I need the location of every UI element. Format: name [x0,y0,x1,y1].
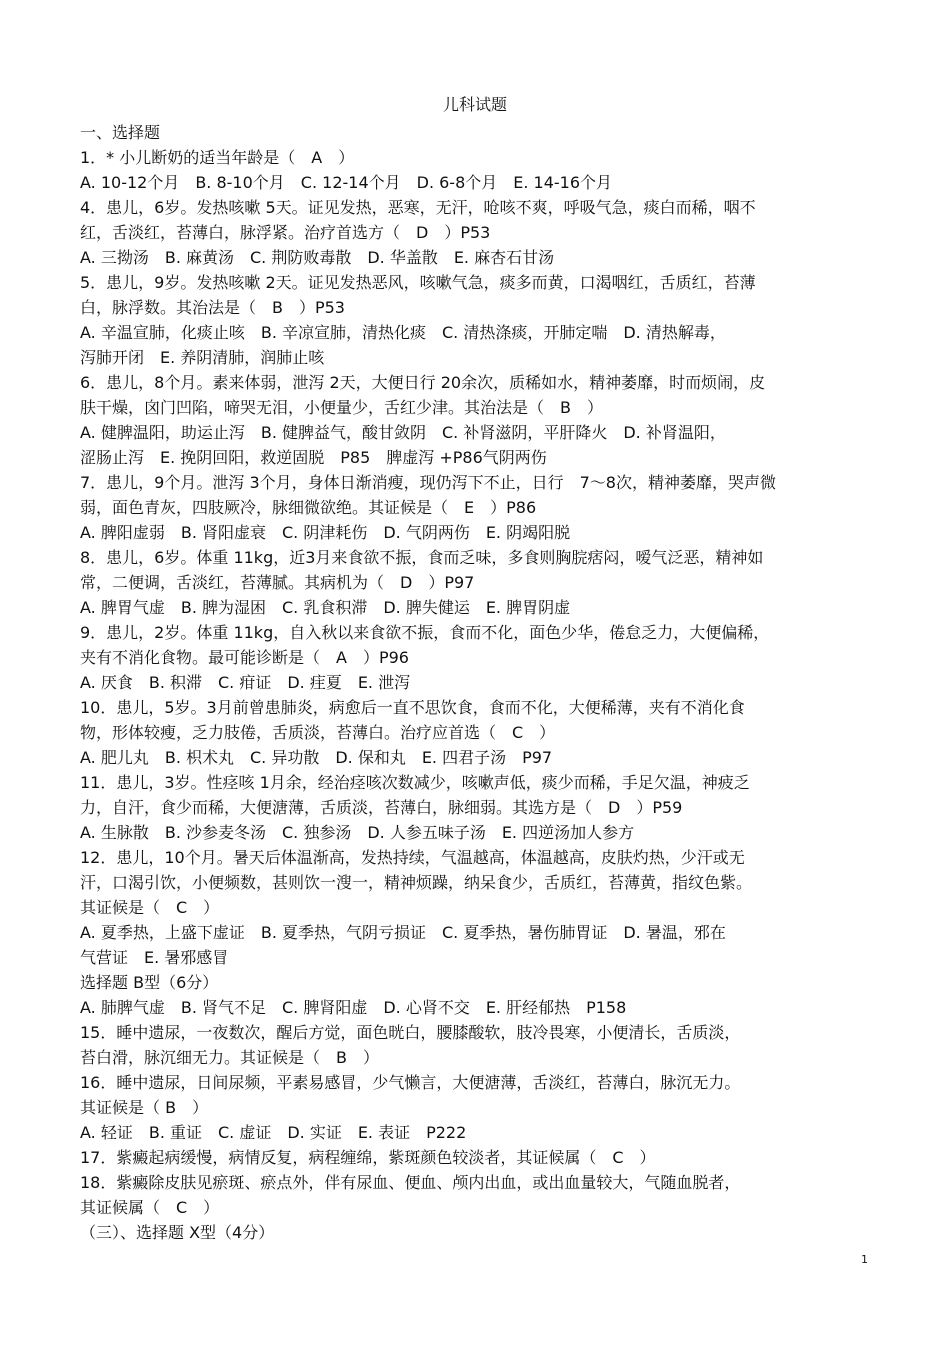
text-line: 泻肺开闭 E. 养阴清肺，润肺止咳 [80,348,325,367]
text-line: 其证候是（ B ） [80,1098,209,1117]
text-line: A. 三拗汤 B. 麻黄汤 C. 荆防败毒散 D. 华盖散 E. 麻杏石甘汤 [80,248,555,267]
text-line: A. 肥儿丸 B. 枳术丸 C. 异功散 D. 保和丸 E. 四君子汤 P97 [80,748,553,767]
text-line: 11．患儿，3岁。性痉咳 1月余，经治痉咳次数减少，咳嗽声低，痰少而稀，手足欠温，神疲乏 [80,773,750,792]
text-line: 6．患儿，8个月。素来体弱，泄泻 2天，大便日行 20余次，质稀如水，精神萎靡，时而烦闹，皮 [80,373,766,392]
page-title: 儿科试题 [442,95,507,114]
text-line: 一、选择题 [80,123,161,142]
text-line: A. 10-12个月 B. 8-10个月 C. 12-14个月 D. 6-8个月 E. 14-16个月 [80,173,613,192]
text-line: 其证候是（ C ） [80,898,220,917]
text-line: 红，舌淡红，苔薄白，脉浮紧。治疗首选方（ D ）P53 [80,223,491,242]
text-line: 物，形体较瘦，乏力肢倦，舌质淡，苔薄白。治疗应首选（ C ） [80,723,556,742]
text-line: A. 脾胃气虚 B. 脾为湿困 C. 乳食积滞 D. 脾失健运 E. 脾胃阴虚 [80,598,571,617]
text-line: 7．患儿，9个月。泄泻 3个月，身体日渐消瘦，现仍泻下不止，日行 7～8次，精神萎靡，哭声微 [80,473,776,492]
text-line: 9．患儿，2岁。体重 11kg，自入秋以来食欲不振，食而不化，面色少华，倦怠乏力，大便偏稀， [80,623,770,642]
text-line: （三）、选择题 X型（4分） [80,1223,275,1242]
text-line: A. 肺脾气虚 B. 肾气不足 C. 脾肾阳虚 D. 心肾不交 E. 肝经郁热 P158 [80,998,627,1017]
text-line: 10．患儿，5岁。3月前曾患肺炎，病愈后一直不思饮食，食而不化，大便稀薄，夹有不消化食 [80,698,745,717]
page-number: 1 [861,1253,868,1266]
text-line: A. 辛温宣肺，化痰止咳 B. 辛凉宣肺，清热化痰 C. 清热涤痰，开肺定喘 D. 清热解毒， [80,323,726,342]
text-line: 18．紫癜除皮肤见瘀斑、瘀点外，伴有尿血、便血、颅内出血，或出血量较大，气随血脱者， [80,1173,741,1192]
text-line: A. 脾阳虚弱 B. 肾阳虚衰 C. 阴津耗伤 D. 气阴两伤 E. 阴竭阳脱 [80,523,571,542]
text-line: A. 轻证 B. 重证 C. 虚证 D. 实证 E. 表证 P222 [80,1123,467,1142]
text-line: 弱，面色青灰，四肢厥冷，脉细微欲绝。其证候是（ E ）P86 [80,498,537,517]
text-line: A. 生脉散 B. 沙参麦冬汤 C. 独参汤 D. 人参五味子汤 E. 四逆汤加人参方 [80,823,635,842]
text-line: 气营证 E. 暑邪感冒 [80,948,229,967]
text-line: A. 健脾温阳，助运止泻 B. 健脾益气，酸甘敛阴 C. 补肾滋阴，平肝降火 D. 补肾温阳， [80,423,726,442]
text-line: 4．患儿，6岁。发热咳嗽 5天。证见发热，恶寒，无汗，呛咳不爽，呼吸气急，痰白而稀，咽不 [80,198,756,217]
text-line: 苔白滑，脉沉细无力。其证候是（ B ） [80,1048,379,1067]
text-line: 汗，口渴引饮，小便频数，甚则饮一溲一，精神烦躁，纳呆食少，舌质红，苔薄黄，指纹色紫。 [80,873,753,892]
text-line: A. 夏季热，上盛下虚证 B. 夏季热，气阴亏损证 C. 夏季热，暑伤肺胃证 D. 暑温，邪在 [80,923,726,942]
text-line: 力，自汗，食少而稀，大便溏薄，舌质淡，苔薄白，脉细弱。其选方是（ D ）P59 [80,798,683,817]
text-line: 8．患儿，6岁。体重 11kg，近3月来食欲不振，食而乏味，多食则胸脘痞闷，嗳气泛恶，精神如 [80,548,764,567]
text-line: 5．患儿，9岁。发热咳嗽 2天。证见发热恶风，咳嗽气急，痰多而黄，口渴咽红，舌质红，苔薄 [80,273,756,292]
text-line: 16．睡中遗尿，日间尿频，平素易感冒，少气懒言，大便溏薄，舌淡红，苔薄白，脉沉无力。 [80,1073,741,1092]
text-line: 其证候属（ C ） [80,1198,220,1217]
text-line: 肤干燥，囟门凹陷，啼哭无泪，小便量少，舌红少津。其治法是（ B ） [80,398,603,417]
text-line: 选择题 B型（6分） [80,973,219,992]
text-line: 17．紫癜起病缓慢，病情反复，病程缠绵，紫斑颜色较淡者，其证候属（ C ） [80,1148,656,1167]
text-line: 12．患儿，10个月。暑天后体温渐高，发热持续，气温越高，体温越高，皮肤灼热，少汗或无 [80,848,745,867]
text-line: 常，二便调，舌淡红，苔薄腻。其病机为（ D ）P97 [80,573,475,592]
text-line: A. 厌食 B. 积滞 C. 疳证 D. 疰夏 E. 泄泻 [80,673,411,692]
document-body [80,120,870,1245]
text-line: 涩肠止泻 E. 挽阴回阳，救逆固脱 P85 脾虚泻 +P86气阴两伤 [80,448,547,467]
text-line: 1．* 小儿断奶的适当年龄是（ A ） [80,148,355,167]
text-line: 白，脉浮数。其治法是（ B ）P53 [80,298,345,317]
text-line: 夹有不消化食物。最可能诊断是（ A ）P96 [80,648,409,667]
text-line: 15．睡中遗尿，一夜数次，醒后方觉，面色晄白，腰膝酸软，肢冷畏寒，小便清长，舌质淡， [80,1023,741,1042]
